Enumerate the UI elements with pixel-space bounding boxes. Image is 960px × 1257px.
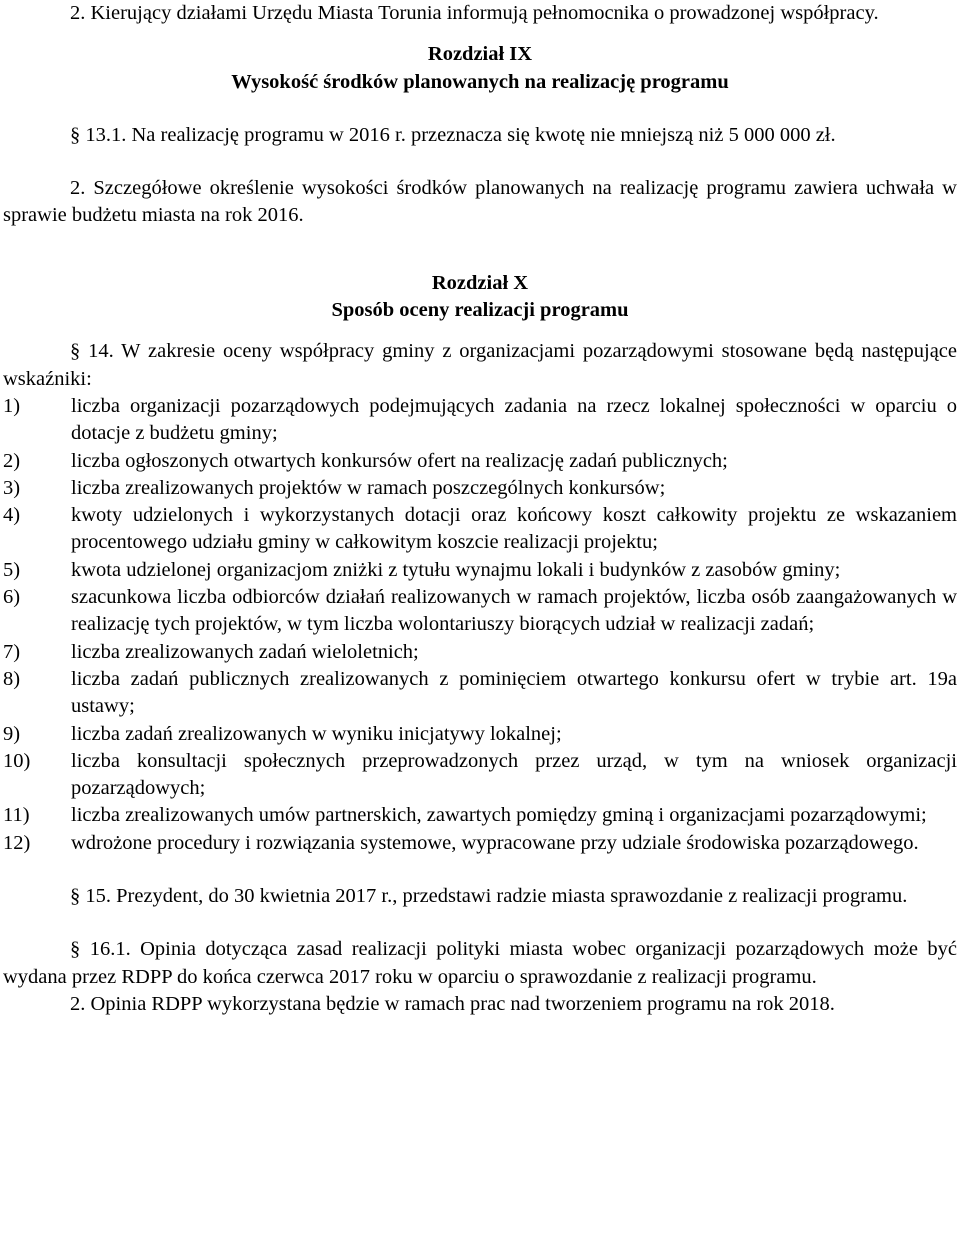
list-text: kwoty udzielonych i wykorzystanych dotacji oraz końcowy koszt całkowity projektu ze wskazaniem procentowego udziału gminy w całkowitym koszcie realizacji projektu;	[71, 504, 957, 554]
list-number: 5)	[3, 558, 21, 581]
list-item	[3, 802, 957, 829]
list-number: 4)	[3, 504, 21, 527]
chapter-x-subtitle: Sposób oceny realizacji programu	[331, 299, 629, 322]
paragraph-14-intro: § 14. W zakresie oceny współpracy gminy z organizacjami pozarządowymi stosowane będą następujące wskaźniki:	[3, 340, 957, 390]
list-number: 7)	[3, 640, 21, 663]
list-item	[3, 502, 957, 557]
paragraph-15: § 15. Prezydent, do 30 kwietnia 2017 r., przedstawi radzie miasta sprawozdanie z realizacji programu.	[70, 885, 908, 908]
chapter-ix-subtitle: Wysokość środków planowanych na realizację programu	[231, 70, 729, 93]
list-number: 9)	[3, 722, 21, 745]
list-number: 12)	[3, 831, 31, 854]
list-text: liczba zadań publicznych zrealizowanych z pominięciem otwartego konkursu ofert w trybie art. 19a ustawy;	[71, 667, 957, 718]
list-text: liczba zadań zrealizowanych w wyniku inicjatywy lokalnej;	[71, 722, 562, 745]
indicator-list	[3, 393, 957, 857]
list-text: szacunkowa liczba odbiorców działań realizowanych w ramach projektów, liczba osób zaangażowanych w realizację tych projektów, w tym liczba wolontariuszy biorących udział w realizacji zadań;	[71, 586, 957, 636]
list-number: 1)	[3, 394, 21, 417]
list-item	[3, 393, 957, 448]
document-page	[3, 0, 957, 1018]
list-text: liczba ogłoszonych otwartych konkursów ofert na realizację zadań publicznych;	[71, 449, 728, 472]
list-item	[3, 557, 957, 584]
paragraph-13-1: § 13.1. Na realizację programu w 2016 r. przeznacza się kwotę nie mniejszą niż 5 000 000 zł.	[70, 123, 836, 146]
paragraph-13-2: 2. Szczegółowe określenie wysokości środków planowanych na realizację programu zawiera uchwała w sprawie budżetu miasta na rok 2016.	[3, 177, 957, 227]
list-text: liczba zrealizowanych umów partnerskich, zawartych pomiędzy gminą i organizacjami pozarządowymi;	[71, 804, 927, 827]
paragraph-16-1: § 16.1. Opinia dotycząca zasad realizacji polityki miasta wobec organizacji pozarządowych może być wydana przez RDPP do końca czerwca 2017 roku w oparciu o sprawozdanie z realizacji programu.	[3, 938, 957, 988]
paragraph-2-cooperation: 2. Kierujący działami Urzędu Miasta Torunia informują pełnomocnika o prowadzonej współpracy.	[70, 2, 879, 24]
chapter-ix-title: Rozdział IX	[427, 43, 533, 66]
list-item	[3, 748, 957, 803]
list-number: 10)	[3, 749, 31, 772]
list-item	[3, 584, 957, 639]
list-item	[3, 475, 957, 502]
list-number: 2)	[3, 449, 21, 472]
list-item	[3, 639, 957, 666]
list-text: wdrożone procedury i rozwiązania systemowe, wypracowane przy udziale środowiska pozarządowego.	[71, 831, 919, 854]
list-text: liczba konsultacji społecznych przeprowadzonych przez urząd, w tym na wniosek organizacji pozarządowych;	[71, 749, 957, 800]
list-text: liczba organizacji pozarządowych podejmujących zadania na rzecz lokalnej społeczności w oparciu o dotacje z budżetu gminy;	[71, 394, 957, 445]
paragraph-16-2: 2. Opinia RDPP wykorzystana będzie w ramach prac nad tworzeniem programu na rok 2018.	[70, 992, 835, 1015]
list-item	[3, 721, 957, 748]
list-number: 11)	[3, 804, 30, 827]
list-number: 8)	[3, 667, 21, 690]
list-text: liczba zrealizowanych zadań wieloletnich;	[71, 640, 419, 663]
chapter-x-title: Rozdział X	[431, 271, 529, 294]
list-number: 3)	[3, 476, 21, 499]
list-number: 6)	[3, 586, 21, 609]
list-item	[3, 448, 957, 475]
list-item	[3, 666, 957, 721]
list-text: liczba zrealizowanych projektów w ramach poszczególnych konkursów;	[71, 476, 666, 499]
list-text: kwota udzielonej organizacjom zniżki z tytułu wynajmu lokali i budynków z zasobów gminy;	[71, 558, 841, 581]
list-item	[3, 830, 957, 857]
